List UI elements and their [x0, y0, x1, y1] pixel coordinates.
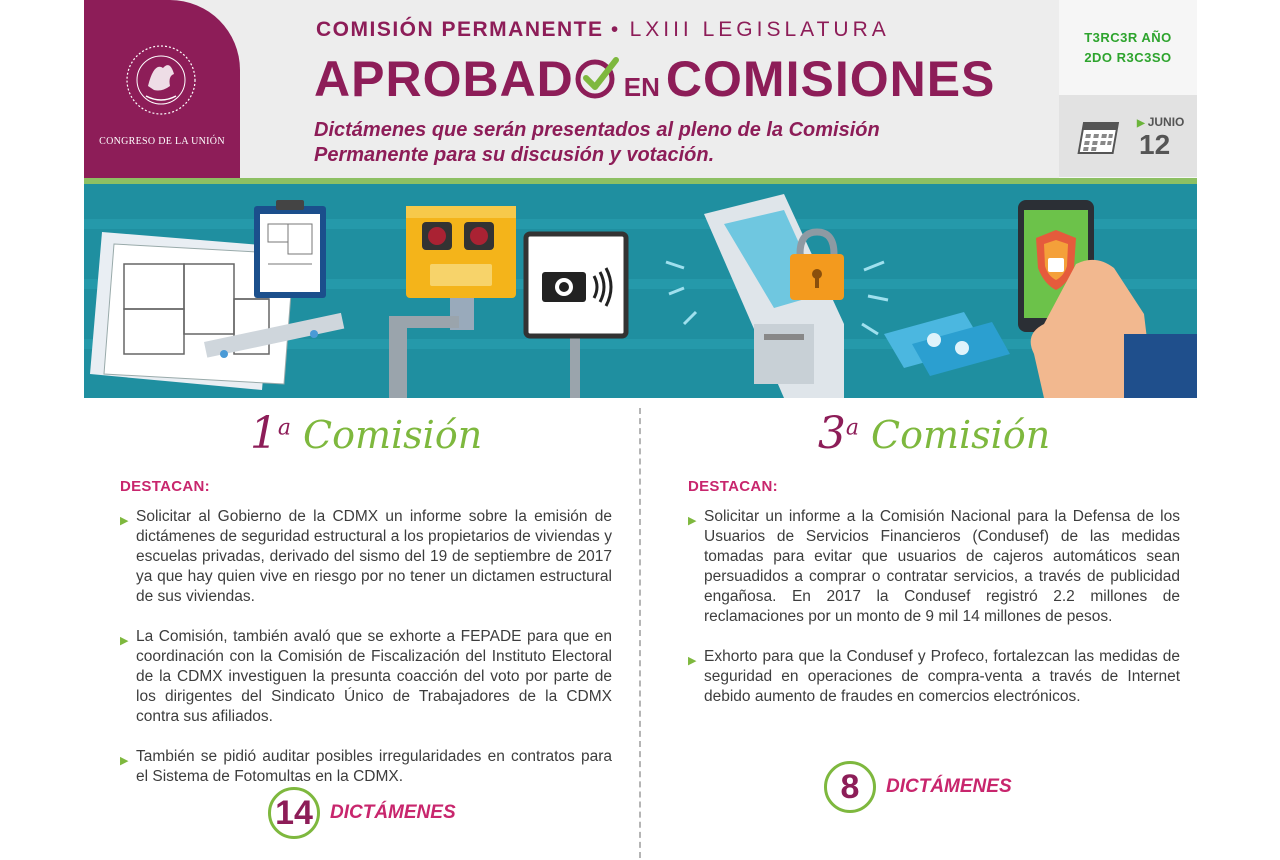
column-divider — [639, 408, 641, 858]
separator-dot: • — [610, 18, 623, 41]
congreso-label: CONGRESO DE LA UNIÓN — [99, 136, 225, 147]
comision-number: 3 — [817, 408, 846, 459]
congreso-logo — [84, 0, 240, 180]
infographic — [84, 0, 1197, 860]
comision-permanente-label: COMISIÓN PERMANENTE — [316, 18, 604, 41]
section-title-tercera — [688, 408, 1180, 468]
padlock-icon — [790, 232, 844, 300]
list-item — [120, 627, 612, 727]
list-item-text: La Comisión, también avaló que se exhorte a FEPADE para que en coordinación con la Comisión de Fiscalización del Instituto Electoral de la CDMX investiguen la presunta coacción del voto por parte de los dirigentes del Sindicato Único de Trabajadores de la CDMX contra sus afiliados. — [136, 628, 612, 725]
count-label: DICTÁMENES — [886, 776, 1012, 797]
count-label: DICTÁMENES — [330, 802, 456, 823]
comision-word: Comisión — [303, 413, 483, 457]
legislatura-label: LXIII LEGISLATURA — [629, 18, 890, 41]
national-seal-icon — [116, 40, 206, 120]
clipboard-icon — [254, 200, 326, 298]
primera-comision-section — [120, 408, 612, 787]
month-text: JUNIO — [1147, 115, 1185, 129]
count-badge: 14 — [268, 787, 320, 839]
list-item — [120, 507, 612, 607]
bullet-arrow-icon: ▶ — [120, 515, 129, 527]
speed-camera-icon — [389, 206, 516, 398]
title-aprobado: APROBAD — [314, 51, 574, 107]
list-item-text: También se pidió auditar posibles irregularidades en contratos para el Sistema de Fotomultas en la CDMX. — [136, 748, 612, 785]
smartphone-shield-icon — [1018, 200, 1197, 398]
bullet-arrow-icon: ▶ — [688, 655, 697, 667]
section-title-primera — [120, 408, 612, 468]
header — [84, 0, 1197, 180]
comision-number: 1 — [249, 408, 278, 459]
illustration-band — [84, 184, 1197, 398]
list-item — [688, 507, 1180, 627]
bullet-arrow-icon: ▶ — [120, 755, 129, 767]
illustration — [84, 184, 1197, 398]
play-arrow-icon: ▶ — [1137, 118, 1145, 129]
date-box — [1059, 95, 1197, 177]
tercera-comision-section — [688, 408, 1180, 707]
list-item-text: Exhorto para que la Condusef y Profeco, fortalezcan las medidas de seguridad en operaciones de compra-venta a través de Internet debido aumento de fraudes en comercios electrónicos. — [704, 648, 1180, 705]
comision-word: Comisión — [871, 413, 1051, 457]
title-en: EN — [623, 72, 660, 102]
count-badge: 8 — [824, 761, 876, 813]
dictamenes-count-primera — [268, 787, 456, 839]
calendar-icon — [1077, 117, 1123, 157]
list-item — [688, 647, 1180, 707]
comision-heading — [316, 18, 890, 42]
dictamenes-count-tercera — [824, 761, 1012, 813]
period-year: T3RC3R AÑO — [1084, 30, 1172, 45]
session-panel — [1059, 0, 1197, 180]
page-title — [314, 50, 995, 108]
check-circle-icon — [574, 54, 620, 100]
page-subtitle: Dictámenes que serán presentados al pleno de la Comisión Permanente para su discusión y votación. — [314, 119, 880, 166]
list-item-text: Solicitar un informe a la Comisión Nacional para la Defensa de los Usuarios de Servicios Financieros (Condusef) de las medidas tomadas para evitar que usuarios de cajeros automáticos sean persuadidos a comprar o contratar servicios, a través de publicidad engañosa. En 2017 la Condusef registró 2.2 millones de reclamaciones por un monto de 9 mil 14 millones de pesos. — [704, 508, 1180, 625]
title-comisiones: COMISIONES — [665, 51, 996, 107]
day-number: 12 — [1139, 129, 1171, 160]
session-period — [1059, 28, 1197, 68]
list-item — [120, 747, 612, 787]
comision-ordinal: a — [277, 415, 291, 441]
bullet-arrow-icon: ▶ — [688, 515, 697, 527]
money-bills-icon — [884, 312, 1010, 376]
destacan-label: DESTACAN: — [120, 478, 210, 495]
bullet-arrow-icon: ▶ — [120, 635, 129, 647]
list-item-text: Solicitar al Gobierno de la CDMX un informe sobre la emisión de dictámenes de seguridad estructural a los propietarios de viviendas y escuelas privadas, derivado del sismo del 19 de septiembre de 2017 ya que hay quien vive en riesgo por no tener un dictamen estructural de sus viviendas. — [136, 508, 612, 605]
month-label — [1137, 115, 1184, 129]
camera-sign-icon — [526, 234, 626, 398]
comision-ordinal: a — [845, 415, 859, 441]
period-recess: 2DO R3C3SO — [1084, 50, 1172, 65]
destacan-label: DESTACAN: — [688, 478, 778, 495]
